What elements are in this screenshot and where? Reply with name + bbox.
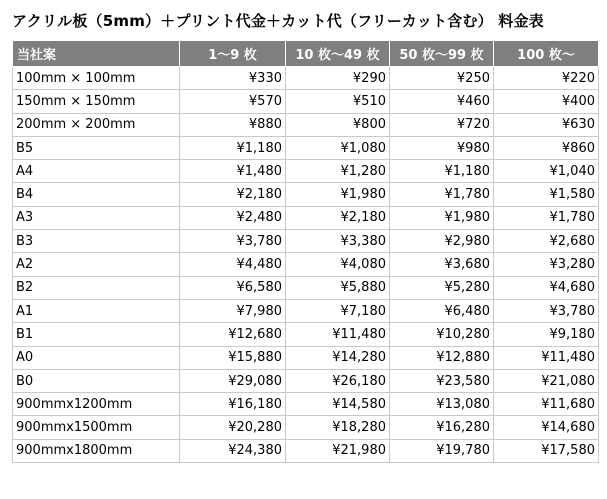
price-cell: ¥7,980 [180, 299, 286, 322]
price-cell: ¥6,580 [180, 276, 286, 299]
price-cell: ¥1,180 [390, 160, 494, 183]
price-cell: ¥1,980 [286, 183, 390, 206]
price-cell: ¥220 [494, 67, 599, 90]
price-cell: ¥3,380 [286, 230, 390, 253]
price-cell: ¥3,780 [180, 230, 286, 253]
price-cell: ¥21,980 [286, 439, 390, 462]
price-cell: ¥7,180 [286, 299, 390, 322]
price-cell: ¥29,080 [180, 369, 286, 392]
column-header-qty-50-99: 50 枚〜99 枚 [390, 41, 494, 67]
price-cell: ¥5,280 [390, 276, 494, 299]
table-row [13, 323, 599, 346]
table-row [13, 416, 599, 439]
price-cell: ¥1,080 [286, 136, 390, 159]
price-cell: ¥250 [390, 67, 494, 90]
table-row [13, 67, 599, 90]
row-size-label: A4 [13, 160, 180, 183]
table-row [13, 393, 599, 416]
row-size-label: B0 [13, 369, 180, 392]
price-cell: ¥510 [286, 90, 390, 113]
price-cell: ¥2,980 [390, 230, 494, 253]
price-cell: ¥17,580 [494, 439, 599, 462]
price-cell: ¥570 [180, 90, 286, 113]
price-cell: ¥14,680 [494, 416, 599, 439]
column-header-qty-10-49: 10 枚〜49 枚 [286, 41, 390, 67]
price-cell: ¥400 [494, 90, 599, 113]
price-cell: ¥19,780 [390, 439, 494, 462]
table-row [13, 299, 599, 322]
table-row [13, 136, 599, 159]
price-cell: ¥16,280 [390, 416, 494, 439]
price-cell: ¥1,480 [180, 160, 286, 183]
row-size-label: B3 [13, 230, 180, 253]
price-cell: ¥1,780 [390, 183, 494, 206]
column-header-qty-100-plus: 100 枚〜 [494, 41, 599, 67]
price-cell: ¥14,280 [286, 346, 390, 369]
price-cell: ¥11,680 [494, 393, 599, 416]
price-table [12, 40, 599, 463]
price-cell: ¥1,280 [286, 160, 390, 183]
row-size-label: 900mmx1200mm [13, 393, 180, 416]
price-cell: ¥20,280 [180, 416, 286, 439]
price-cell: ¥880 [180, 113, 286, 136]
price-cell: ¥1,980 [390, 206, 494, 229]
row-size-label: 100mm × 100mm [13, 67, 180, 90]
price-cell: ¥3,680 [390, 253, 494, 276]
row-size-label: B1 [13, 323, 180, 346]
table-row [13, 369, 599, 392]
row-size-label: A2 [13, 253, 180, 276]
price-cell: ¥2,180 [286, 206, 390, 229]
header-row [13, 41, 599, 67]
column-header-size: 当社案 [13, 41, 180, 67]
price-cell: ¥24,380 [180, 439, 286, 462]
table-row [13, 230, 599, 253]
table-row [13, 113, 599, 136]
price-cell: ¥23,580 [390, 369, 494, 392]
price-cell: ¥10,280 [390, 323, 494, 346]
price-cell: ¥460 [390, 90, 494, 113]
table-row [13, 439, 599, 462]
table-row [13, 90, 599, 113]
row-size-label: 900mmx1800mm [13, 439, 180, 462]
price-cell: ¥330 [180, 67, 286, 90]
table-row [13, 346, 599, 369]
price-cell: ¥2,480 [180, 206, 286, 229]
price-cell: ¥2,180 [180, 183, 286, 206]
row-size-label: 150mm × 150mm [13, 90, 180, 113]
row-size-label: B2 [13, 276, 180, 299]
price-cell: ¥6,480 [390, 299, 494, 322]
price-cell: ¥15,880 [180, 346, 286, 369]
price-cell: ¥720 [390, 113, 494, 136]
table-row [13, 253, 599, 276]
price-cell: ¥1,580 [494, 183, 599, 206]
table-row [13, 276, 599, 299]
price-cell: ¥2,680 [494, 230, 599, 253]
price-cell: ¥12,680 [180, 323, 286, 346]
row-size-label: 200mm × 200mm [13, 113, 180, 136]
table-row [13, 206, 599, 229]
price-cell: ¥3,780 [494, 299, 599, 322]
row-size-label: B4 [13, 183, 180, 206]
price-cell: ¥630 [494, 113, 599, 136]
price-cell: ¥9,180 [494, 323, 599, 346]
row-size-label: A0 [13, 346, 180, 369]
table-row [13, 160, 599, 183]
row-size-label: A3 [13, 206, 180, 229]
price-cell: ¥800 [286, 113, 390, 136]
row-size-label: A1 [13, 299, 180, 322]
price-cell: ¥26,180 [286, 369, 390, 392]
price-cell: ¥1,780 [494, 206, 599, 229]
price-cell: ¥4,480 [180, 253, 286, 276]
price-cell: ¥11,480 [494, 346, 599, 369]
price-cell: ¥860 [494, 136, 599, 159]
price-cell: ¥21,080 [494, 369, 599, 392]
row-size-label: B5 [13, 136, 180, 159]
price-cell: ¥12,880 [390, 346, 494, 369]
price-cell: ¥980 [390, 136, 494, 159]
table-body [13, 67, 599, 463]
page-title: アクリル板（5mm）＋プリント代金＋カット代（フリーカット含む） 料金表 [12, 12, 544, 30]
price-cell: ¥18,280 [286, 416, 390, 439]
price-cell: ¥290 [286, 67, 390, 90]
price-cell: ¥5,880 [286, 276, 390, 299]
price-cell: ¥1,180 [180, 136, 286, 159]
price-cell: ¥13,080 [390, 393, 494, 416]
price-cell: ¥11,480 [286, 323, 390, 346]
column-header-qty-1-9: 1〜9 枚 [180, 41, 286, 67]
table-row [13, 183, 599, 206]
row-size-label: 900mmx1500mm [13, 416, 180, 439]
price-cell: ¥14,580 [286, 393, 390, 416]
price-cell: ¥3,280 [494, 253, 599, 276]
price-cell: ¥4,680 [494, 276, 599, 299]
price-cell: ¥4,080 [286, 253, 390, 276]
price-cell: ¥16,180 [180, 393, 286, 416]
price-cell: ¥1,040 [494, 160, 599, 183]
table-header [13, 41, 599, 67]
